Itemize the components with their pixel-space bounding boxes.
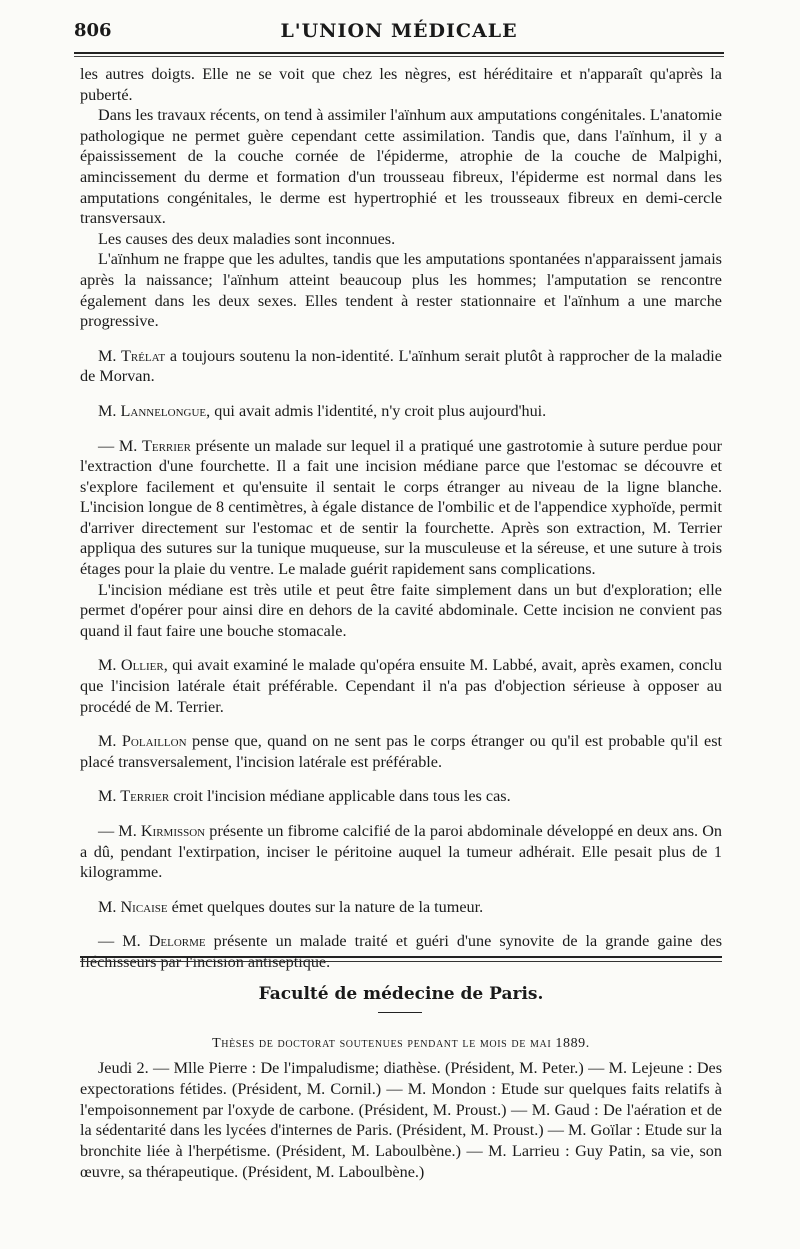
speaker-name: Delorme <box>148 932 206 951</box>
speaker-name: Kirmisson <box>140 822 206 840</box>
speaker-name: M. Lannelongue, <box>98 401 211 420</box>
dash-prefix: — M. <box>98 822 141 840</box>
article-body <box>80 64 722 973</box>
paragraph <box>80 897 722 918</box>
speaker-name: M. Ollier, <box>98 656 168 675</box>
paragraph <box>80 786 722 807</box>
thesis-entry: Jeudi 2. — Mlle Pierre : De l'impaludisme; diathèse. (Président, M. Peter.) — M. Lejeune : Des expectorations fétides. (Président, M. Cornil.) — M. Mondon : Etude sur quelques faits relatifs à l'empoisonnement par l'oxyde de carbone. (Président, M. Proust.) — M. Gaud : De l'aération et de la sédentarité dans les lycées d'internes de Paris. (Président, M. Proust.) — M. Goïlar : Etude sur la bronchite liée à l'herpétisme. (Président, M. Laboulbène.) — M. Larrieu : Guy Patin, sa vie, son œuvre, sa thérapeutique. (Président, M. Laboulbène.) <box>80 1059 722 1181</box>
paragraph-text: présente un malade sur lequel il a pratiqué une gastrotomie à suture perdue pour l'extraction d'une fourchette. Il a fait une incision médiane parce que l'estomac se découvre et s'explore facilement et qu'ensuite il sentait le corps étranger au niveau de la ligne blanche. L'incision longue de 8 centimètres, à égale distance de l'ombilic et de l'appendice xyphoïde, permit d'arriver directement sur l'estomac et de sentir la fourchette. Après son extraction, M. Terrier appliqua des sutures sur la tunique muqueuse, sur la musculeuse et la séreuse, et une suture à trois étages pour la plaie du ventre. Le malade guérit rapidement sans complications. <box>80 436 722 579</box>
paragraph-text: croit l'incision médiane applicable dans tous les cas. <box>169 787 511 806</box>
paragraph <box>80 401 722 422</box>
section-divider-thin <box>80 961 722 962</box>
paragraph: Dans les travaux récents, on tend à assimiler l'aïnhum aux amputations congénitales. L'anatomie pathologique ne permet guère cependant cette assimilation. Tandis que, dans l'aïnhum, il y a épaississement de la couche cornée de l'épiderme, atrophie de la couche de Malpighi, amincissement du derme et formation d'un trousseau fibreux, l'épiderme est normal dans les amputations congénitales, le derme est hypertrophié et les trousseaux fibreux en demi-cercle transversaux. <box>80 106 722 228</box>
running-head <box>74 18 724 52</box>
dash-prefix: — M. <box>98 932 149 951</box>
paragraph <box>80 731 722 772</box>
header-rule <box>74 52 724 54</box>
paragraph <box>80 346 722 387</box>
dash-prefix: — M. <box>98 436 142 455</box>
paragraph-text: présente un malade traité et guéri d'une synovite de la grande gaine des fléchisseurs par l'incision antiseptique. <box>80 932 722 971</box>
speaker-name: Terrier <box>141 436 191 455</box>
paragraph-text: émet quelques doutes sur la nature de la tumeur. <box>167 897 484 916</box>
paragraph <box>80 655 722 717</box>
paragraph-text: a toujours soutenu la non-identité. L'aïnhum serait plutôt à rapprocher de la maladie de Morvan. <box>80 346 722 386</box>
section-divider <box>80 956 722 958</box>
title-underline <box>378 1012 422 1013</box>
paragraph: L'incision médiane est très utile et peut être faite simplement dans un but d'exploration; elle permet d'opérer pour ainsi dire en dehors de la cavité abdominale. Cette incision ne convient pas quand il faut faire une bouche stomacale. <box>80 580 722 640</box>
paragraph-text: qui avait examiné le malade qu'opéra ensuite M. Labbé, avait, après examen, conclu que l'incision latérale était préférable. Cependant il n'a pas d'objection sérieuse à opposer au procédé de M. Terrier. <box>80 656 722 716</box>
paragraph-text: pense que, quand on ne sent pas le corps étranger ou qu'il est probable qu'il est placé transversalement, l'incision latérale est préférable. <box>80 732 722 771</box>
paragraph: L'aïnhum ne frappe que les adultes, tandis que les amputations spontanées n'apparaissent jamais après la naissance; l'aïnhum atteint beaucoup plus les hommes; l'amputation se rencontre également dans les deux sexes. Elles tendent à rester stationnaire et l'aïnhum a une marche progressive. <box>80 250 722 331</box>
speaker-name: M. Polaillon <box>98 732 187 751</box>
paragraph-text: présente un fibrome calcifié de la paroi abdominale développé en deux ans. On a dû, pendant l'extirpation, inciser le péritoine auquel la tumeur adhérait. Elle pesait plus de 1 kilogramme. <box>80 822 722 882</box>
speaker-name: M. Terrier <box>98 787 170 806</box>
paragraph <box>80 821 722 883</box>
speaker-name: M. Nicaise <box>98 897 168 916</box>
paragraph: Les causes des deux maladies sont inconnues. <box>98 229 396 248</box>
paragraph: les autres doigts. Elle ne se voit que chez les nègres, est héréditaire et n'apparaît qu'après la puberté. <box>80 65 722 104</box>
speaker-name: M. Trélat <box>98 346 166 365</box>
thesis-list <box>80 1058 722 1183</box>
thesis-heading: Thèses de doctorat soutenues pendant le mois de mai 1889. <box>212 1036 590 1051</box>
page-number: 806 <box>74 20 112 41</box>
paragraph <box>80 436 722 580</box>
paragraph-text: qui avait admis l'identité, n'y croit plus aujourd'hui. <box>210 401 547 420</box>
paragraph <box>80 931 722 972</box>
header-rule-thin <box>74 56 724 57</box>
section-title: Faculté de médecine de Paris. <box>258 984 544 1004</box>
journal-title: L'UNION MÉDICALE <box>280 20 518 42</box>
